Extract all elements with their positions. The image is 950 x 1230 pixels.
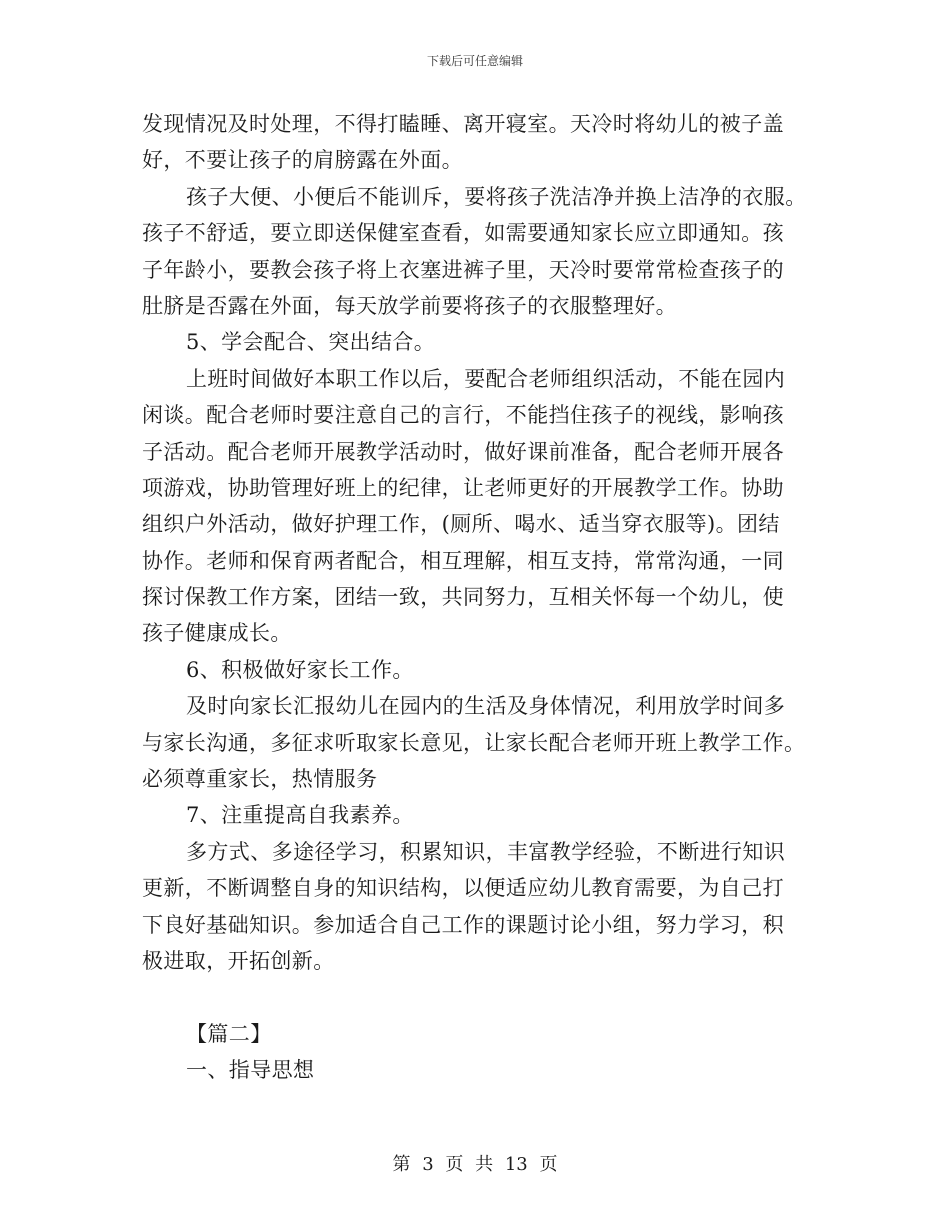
section-heading-7: 7、注重提高自我素养。 bbox=[186, 803, 414, 828]
section-heading-5: 5、学会配合、突出结合。 bbox=[186, 330, 436, 355]
text-line: 好，不要让孩子的肩膀露在外面。 bbox=[142, 148, 463, 173]
paragraph-start: 上班时间做好本职工作以后，要配合老师组织活动，不能在园内 bbox=[186, 366, 786, 391]
document-body bbox=[142, 106, 822, 1089]
paragraph-start: 孩子大便、小便后不能训斥，要将孩子洗洁净并换上洁净的衣服。 bbox=[186, 184, 807, 209]
text-line: 必须尊重家长，热情服务 bbox=[142, 767, 378, 792]
text-line: 孩子健康成长。 bbox=[142, 621, 292, 646]
subsection-heading: 一、指导思想 bbox=[186, 1058, 315, 1083]
paragraph-start: 多方式、多途径学习，积累知识，丰富教学经验，不断进行知识 bbox=[186, 839, 786, 864]
text-line: 发现情况及时处理，不得打瞌睡、离开寝室。天冷时将幼儿的被子盖 bbox=[142, 112, 784, 136]
text-line: 更新，不断调整自身的知识结构，以便适应幼儿教育需要，为自己打 bbox=[142, 876, 784, 901]
text-line: 闲谈。配合老师时要注意自己的言行，不能挡住孩子的视线，影响孩 bbox=[142, 403, 784, 428]
page-number: 第 3 页 共 13 页 bbox=[392, 1154, 558, 1175]
text-line: 探讨保教工作方案，团结一致，共同努力，互相关怀每一个幼儿，使 bbox=[142, 585, 784, 610]
section-heading-6: 6、积极做好家长工作。 bbox=[186, 657, 414, 682]
paragraph-start: 及时向家长汇报幼儿在园内的生活及身体情况，利用放学时间多 bbox=[186, 694, 786, 719]
text-line: 下良好基础知识。参加适合自己工作的课题讨论小组，努力学习，积 bbox=[142, 912, 784, 937]
text-line: 协作。老师和保育两者配合，相互理解，相互支持，常常沟通，一同 bbox=[142, 548, 784, 573]
part-heading: 【篇二】 bbox=[186, 1021, 272, 1046]
text-line: 项游戏，协助管理好班上的纪律，让老师更好的开展教学工作。协助 bbox=[142, 475, 784, 500]
text-line: 极进取，开拓创新。 bbox=[142, 948, 335, 973]
blank-line bbox=[142, 979, 822, 1015]
text-line: 与家长沟通，多征求听取家长意见，让家长配合老师开班上教学工作。 bbox=[142, 730, 806, 755]
page-header-note: 下载后可任意编辑 bbox=[426, 54, 523, 68]
text-line: 肚脐是否露在外面，每天放学前要将孩子的衣服整理好。 bbox=[142, 293, 677, 318]
text-line: 组织户外活动，做好护理工作，(厕所、喝水、适当穿衣服等)。团结 bbox=[142, 512, 780, 537]
text-line: 孩子不舒适，要立即送保健室查看，如需要通知家长应立即通知。孩 bbox=[142, 221, 784, 246]
text-line: 子活动。配合老师开展教学活动时，做好课前准备，配合老师开展各 bbox=[142, 439, 784, 464]
text-line: 子年龄小，要教会孩子将上衣塞进裤子里，天冷时要常常检查孩子的 bbox=[142, 257, 784, 282]
